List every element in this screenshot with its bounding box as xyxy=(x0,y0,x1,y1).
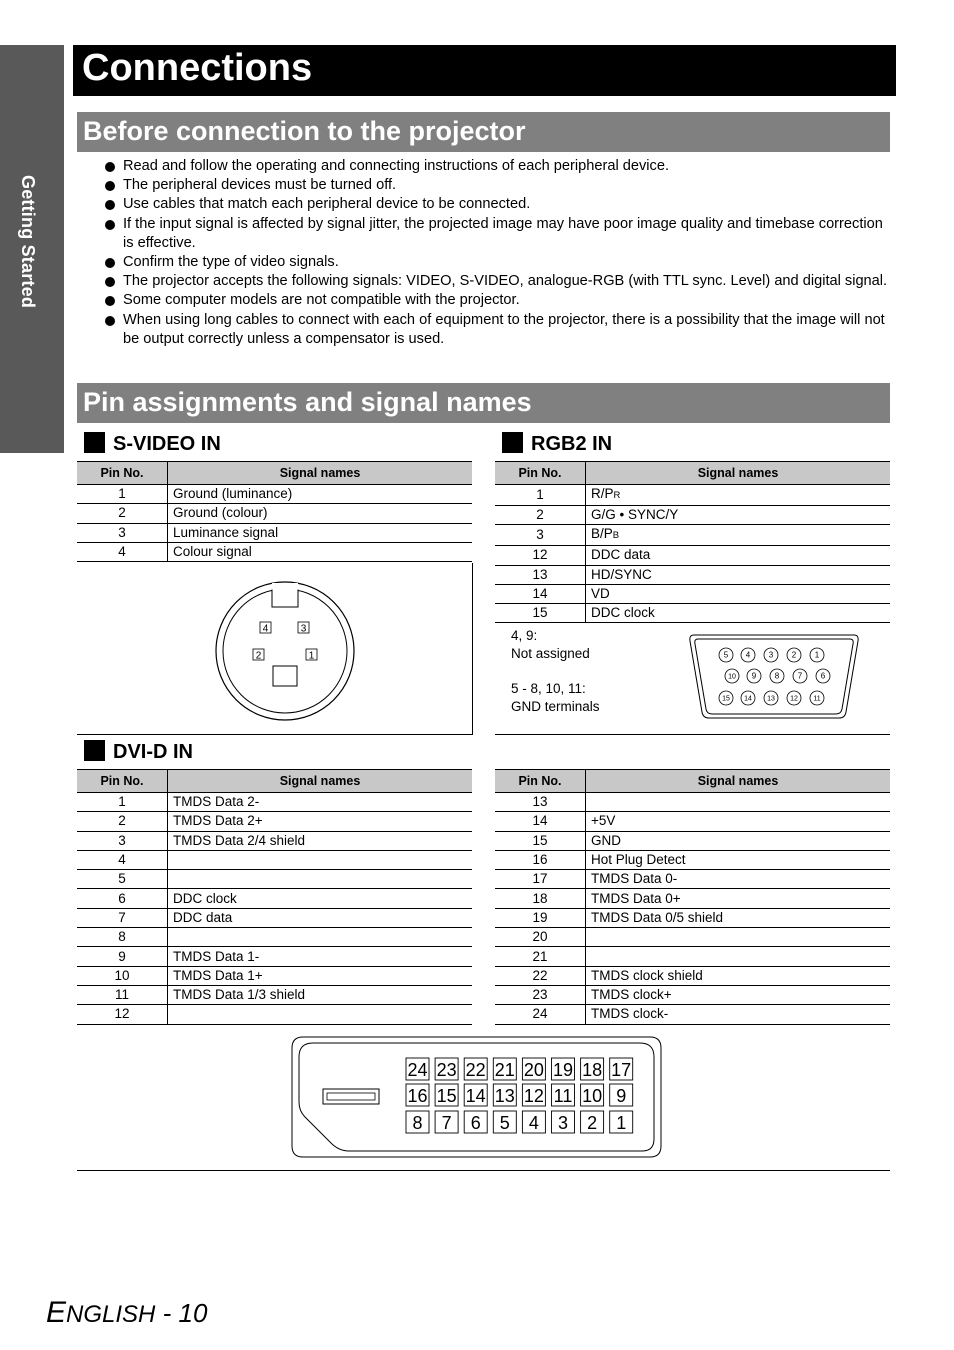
bullet-item: When using long cables to connect with each of equipment to the projector, there is a possibility that the image will not be output correctly unless a compensator is used. xyxy=(100,311,890,349)
dvi-pin-label: 17 xyxy=(611,1060,632,1080)
signal-name xyxy=(586,546,891,565)
svideo-pin-label: 1 xyxy=(308,650,315,662)
dvi-pin-label: 12 xyxy=(523,1086,544,1106)
signal-name xyxy=(586,947,891,966)
pin-number: 1 xyxy=(495,485,586,506)
signal-name-text: TMDS Data 1/3 shield xyxy=(173,987,306,1003)
signal-name xyxy=(168,831,473,850)
dvi-pin-label: 16 xyxy=(407,1086,428,1106)
table-row xyxy=(495,831,890,850)
signal-name-text: TMDS Data 0/5 shield xyxy=(591,909,724,925)
col-header-signal: Signal names xyxy=(586,462,891,485)
col-header-signal: Signal names xyxy=(168,462,473,485)
signal-name xyxy=(586,506,891,525)
footer-initial: E xyxy=(46,1296,67,1329)
svideo-table xyxy=(77,461,472,562)
bullet-item: The peripheral devices must be turned off. xyxy=(100,176,890,195)
table-row xyxy=(77,850,472,869)
dvi-pin-label: 5 xyxy=(499,1113,510,1133)
dvi-title: DVI-D IN xyxy=(113,741,193,763)
signal-name-text: TMDS Data 2+ xyxy=(173,813,263,829)
dvi-pin-label: 11 xyxy=(553,1086,573,1106)
dvi-pin-label: 10 xyxy=(582,1086,603,1106)
dsub-pin-label: 2 xyxy=(791,650,797,660)
svideo-pin-label: 3 xyxy=(300,623,307,635)
signal-name xyxy=(168,1005,473,1024)
side-tab-label: Getting Started xyxy=(18,175,38,309)
signal-name xyxy=(168,504,473,523)
signal-name xyxy=(586,831,891,850)
dsub-pin-label: 6 xyxy=(820,671,826,681)
pin-number: 9 xyxy=(77,947,168,966)
col-header-pin: Pin No. xyxy=(495,770,586,793)
signal-name-text: TMDS Data 2/4 shield xyxy=(173,832,306,848)
bullet-item: Read and follow the operating and connecting instructions of each peripheral device. xyxy=(100,157,890,176)
signal-name-text: DDC data xyxy=(173,909,233,925)
svideo-heading xyxy=(84,432,221,456)
signal-name-text: G/G • SYNC/Y xyxy=(591,507,679,523)
col-header-signal: Signal names xyxy=(168,770,473,793)
table-row xyxy=(77,485,472,504)
signal-name xyxy=(168,947,473,966)
dvi-pin-label: 8 xyxy=(412,1113,423,1133)
table-row xyxy=(77,504,472,523)
table-row xyxy=(495,870,890,889)
pin-number: 3 xyxy=(77,523,168,542)
page-title-bar xyxy=(73,45,896,96)
pin-number: 13 xyxy=(495,565,586,584)
section-pin-assignments-title: Pin assignments and signal names xyxy=(83,387,532,417)
rgb2-connector-diagram xyxy=(688,632,860,720)
pin-number: 3 xyxy=(77,831,168,850)
table-row xyxy=(495,966,890,985)
table-row xyxy=(495,985,890,1004)
table-row xyxy=(495,850,890,869)
pin-number: 23 xyxy=(495,985,586,1004)
signal-name-text: B/P xyxy=(591,526,613,542)
pin-number: 10 xyxy=(77,966,168,985)
col-header-pin: Pin No. xyxy=(495,462,586,485)
signal-name xyxy=(168,966,473,985)
table-row xyxy=(77,870,472,889)
dvi-pin-label: 4 xyxy=(528,1113,539,1133)
rgb2-note-gnd xyxy=(511,680,600,715)
dvi-pin-label: 18 xyxy=(582,1060,603,1080)
dsub-pin-label: 7 xyxy=(797,671,803,681)
pin-number: 3 xyxy=(495,525,586,546)
signal-name xyxy=(168,812,473,831)
table-row xyxy=(495,947,890,966)
note-label: 5 - 8, 10, 11: xyxy=(511,681,586,696)
signal-name xyxy=(586,565,891,584)
table-row xyxy=(495,565,890,584)
pin-number: 4 xyxy=(77,542,168,561)
col-header-signal: Signal names xyxy=(586,770,891,793)
table-row xyxy=(495,928,890,947)
signal-name-text: +5V xyxy=(591,813,616,829)
dsub-pin-label: 13 xyxy=(767,695,775,703)
table-row xyxy=(77,966,472,985)
signal-name-text: GND xyxy=(591,832,621,848)
dvi-pin-label: 21 xyxy=(494,1060,515,1080)
signal-name-text: TMDS clock shield xyxy=(591,967,703,983)
pin-number: 24 xyxy=(495,1005,586,1024)
signal-name xyxy=(586,604,891,623)
signal-name-text: Ground (luminance) xyxy=(173,486,293,502)
table-row xyxy=(495,908,890,927)
signal-name xyxy=(168,870,473,889)
pin-number: 11 xyxy=(77,985,168,1004)
signal-name xyxy=(586,889,891,908)
pin-number: 14 xyxy=(495,812,586,831)
signal-name xyxy=(168,908,473,927)
dsub-pin-label: 10 xyxy=(728,673,736,681)
rgb2-table xyxy=(495,461,890,623)
pin-number: 14 xyxy=(495,584,586,603)
dvi-heading xyxy=(84,740,193,764)
section-before-connection-title: Before connection to the projector xyxy=(83,116,526,146)
signal-name xyxy=(586,985,891,1004)
rgb2-box-bottom xyxy=(495,734,890,735)
dsub-pin-label: 4 xyxy=(745,650,751,660)
table-row xyxy=(495,812,890,831)
note-text: GND terminals xyxy=(511,698,600,714)
col-header-pin: Pin No. xyxy=(77,462,168,485)
dvi-pin-label: 1 xyxy=(616,1113,627,1133)
signal-name xyxy=(168,928,473,947)
pin-number: 2 xyxy=(77,812,168,831)
signal-name-text: DDC data xyxy=(591,547,651,563)
signal-name xyxy=(168,485,473,504)
rgb2-note-not-assigned xyxy=(511,627,590,662)
svideo-connector-diagram xyxy=(214,580,356,722)
signal-name-text: DDC clock xyxy=(591,605,655,621)
square-bullet-icon xyxy=(502,432,523,453)
dsub-pin-label: 5 xyxy=(723,650,729,660)
pin-number: 21 xyxy=(495,947,586,966)
signal-name-text: R/P xyxy=(591,486,614,501)
signal-name-text: TMDS Data 0+ xyxy=(591,890,681,906)
footer-language: NGLISH xyxy=(66,1301,156,1328)
section-pin-assignments xyxy=(77,383,890,423)
signal-name-text: TMDS clock+ xyxy=(591,987,672,1003)
signal-name-text: Ground (colour) xyxy=(173,505,268,521)
bottom-rule xyxy=(77,1170,890,1171)
pin-number: 22 xyxy=(495,966,586,985)
table-row xyxy=(495,584,890,603)
pin-number: 7 xyxy=(77,908,168,927)
signal-name xyxy=(586,793,891,812)
dvi-pin-label: 13 xyxy=(494,1086,515,1106)
dvi-pin-label: 23 xyxy=(436,1060,457,1080)
page-footer xyxy=(46,1296,207,1330)
table-row xyxy=(495,506,890,525)
table-row xyxy=(77,1005,472,1024)
pin-number: 8 xyxy=(77,928,168,947)
pin-number: 12 xyxy=(495,546,586,565)
pin-number: 15 xyxy=(495,831,586,850)
signal-name-text: TMDS clock- xyxy=(591,1006,669,1022)
table-row xyxy=(495,889,890,908)
signal-name-text: Hot Plug Detect xyxy=(591,852,686,868)
dvi-pin-label: 9 xyxy=(616,1086,627,1106)
page-title: Connections xyxy=(82,47,313,89)
signal-name-text: TMDS Data 2- xyxy=(173,794,260,810)
pin-number: 1 xyxy=(77,485,168,504)
table-row xyxy=(77,908,472,927)
svideo-box-bottom xyxy=(77,734,473,735)
svideo-box-right xyxy=(472,563,473,734)
note-label: 4, 9: xyxy=(511,628,538,643)
note-text: Not assigned xyxy=(511,645,590,661)
pin-number: 2 xyxy=(495,506,586,525)
signal-name xyxy=(586,966,891,985)
signal-name xyxy=(168,889,473,908)
signal-name-text: TMDS Data 0- xyxy=(591,871,678,887)
signal-name xyxy=(586,850,891,869)
signal-name-text: TMDS Data 1- xyxy=(173,948,260,964)
signal-subscript: R xyxy=(613,490,621,501)
signal-name-text: DDC clock xyxy=(173,890,237,906)
table-row xyxy=(77,947,472,966)
signal-subscript: B xyxy=(612,530,620,542)
svideo-pin-label: 2 xyxy=(255,650,262,662)
table-row xyxy=(77,542,472,561)
rgb2-heading xyxy=(502,432,612,456)
dvi-pin-label: 3 xyxy=(557,1113,569,1133)
pin-number: 5 xyxy=(77,870,168,889)
square-bullet-icon xyxy=(84,432,105,453)
dvi-pin-label: 19 xyxy=(552,1060,574,1080)
signal-name xyxy=(586,908,891,927)
dsub-pin-label: 3 xyxy=(768,650,774,660)
dvi-pin-label: 14 xyxy=(465,1086,486,1106)
dsub-pin-label: 8 xyxy=(774,671,780,681)
signal-name xyxy=(586,928,891,947)
bullet-item: The projector accepts the following signals: VIDEO, S-VIDEO, analogue-RGB (with TTL sync. Level) and digital signal. xyxy=(100,272,890,291)
dvi-pin-label: 7 xyxy=(441,1113,452,1133)
signal-name xyxy=(168,523,473,542)
bullet-item: Use cables that match each peripheral device to be connected. xyxy=(100,195,890,214)
bullet-item: Confirm the type of video signals. xyxy=(100,253,890,272)
table-row xyxy=(77,812,472,831)
table-row xyxy=(77,523,472,542)
dvi-pin-label: 20 xyxy=(523,1060,544,1080)
table-row xyxy=(77,889,472,908)
svideo-pin-label: 4 xyxy=(262,623,269,635)
table-row xyxy=(77,831,472,850)
dsub-pin-label: 12 xyxy=(790,695,798,703)
dvi-table-left xyxy=(77,769,472,1025)
svideo-title: S-VIDEO IN xyxy=(113,433,221,455)
dvi-table-right xyxy=(495,769,890,1025)
dvi-connector-diagram xyxy=(291,1036,663,1160)
table-row xyxy=(495,793,890,812)
dsub-pin-label: 15 xyxy=(722,695,730,703)
signal-name xyxy=(586,870,891,889)
pin-number: 6 xyxy=(77,889,168,908)
signal-name xyxy=(586,485,891,506)
bullet-item: If the input signal is affected by signal jitter, the projected image may have poor image quality and timebase correction is effective. xyxy=(100,215,890,253)
table-row xyxy=(495,546,890,565)
dvi-pin-label: 2 xyxy=(587,1113,598,1133)
dvi-pin-label: 15 xyxy=(436,1086,457,1106)
dvi-pin-label: 6 xyxy=(470,1113,481,1133)
table-row xyxy=(77,793,472,812)
signal-name xyxy=(586,525,891,546)
signal-name-text: HD/SYNC xyxy=(591,566,652,582)
dvi-pin-label: 24 xyxy=(407,1060,428,1080)
dsub-pin-label: 1 xyxy=(814,650,820,660)
signal-name xyxy=(168,850,473,869)
table-row xyxy=(495,604,890,623)
dvi-pin-label: 22 xyxy=(465,1060,486,1080)
signal-name xyxy=(168,985,473,1004)
bullet-list xyxy=(100,157,890,349)
pin-number: 1 xyxy=(77,793,168,812)
pin-number: 18 xyxy=(495,889,586,908)
pin-number: 4 xyxy=(77,850,168,869)
signal-name xyxy=(586,1005,891,1024)
footer-page-number: - 10 xyxy=(155,1298,208,1328)
rgb2-title: RGB2 IN xyxy=(531,433,613,455)
table-row xyxy=(77,985,472,1004)
square-bullet-icon xyxy=(84,740,105,761)
signal-name-text: VD xyxy=(591,586,610,602)
signal-name-text: Colour signal xyxy=(173,544,252,560)
dsub-pin-label: 9 xyxy=(751,671,757,681)
signal-name-text: TMDS Data 1+ xyxy=(173,967,263,983)
pin-number: 15 xyxy=(495,604,586,623)
signal-name xyxy=(586,584,891,603)
signal-name xyxy=(586,812,891,831)
table-row xyxy=(77,928,472,947)
col-header-pin: Pin No. xyxy=(77,770,168,793)
dsub-pin-label: 11 xyxy=(813,695,821,703)
signal-name xyxy=(168,542,473,561)
signal-name-text: Luminance signal xyxy=(173,524,279,540)
pin-number: 19 xyxy=(495,908,586,927)
pin-number: 12 xyxy=(77,1005,168,1024)
table-row xyxy=(495,485,890,506)
pin-number: 17 xyxy=(495,870,586,889)
section-before-connection xyxy=(77,112,890,152)
table-row xyxy=(495,525,890,546)
signal-name xyxy=(168,793,473,812)
table-row xyxy=(495,1005,890,1024)
pin-number: 16 xyxy=(495,850,586,869)
pin-number: 20 xyxy=(495,928,586,947)
dsub-pin-label: 14 xyxy=(744,695,752,703)
pin-number: 13 xyxy=(495,793,586,812)
pin-number: 2 xyxy=(77,504,168,523)
bullet-item: Some computer models are not compatible with the projector. xyxy=(100,291,890,310)
